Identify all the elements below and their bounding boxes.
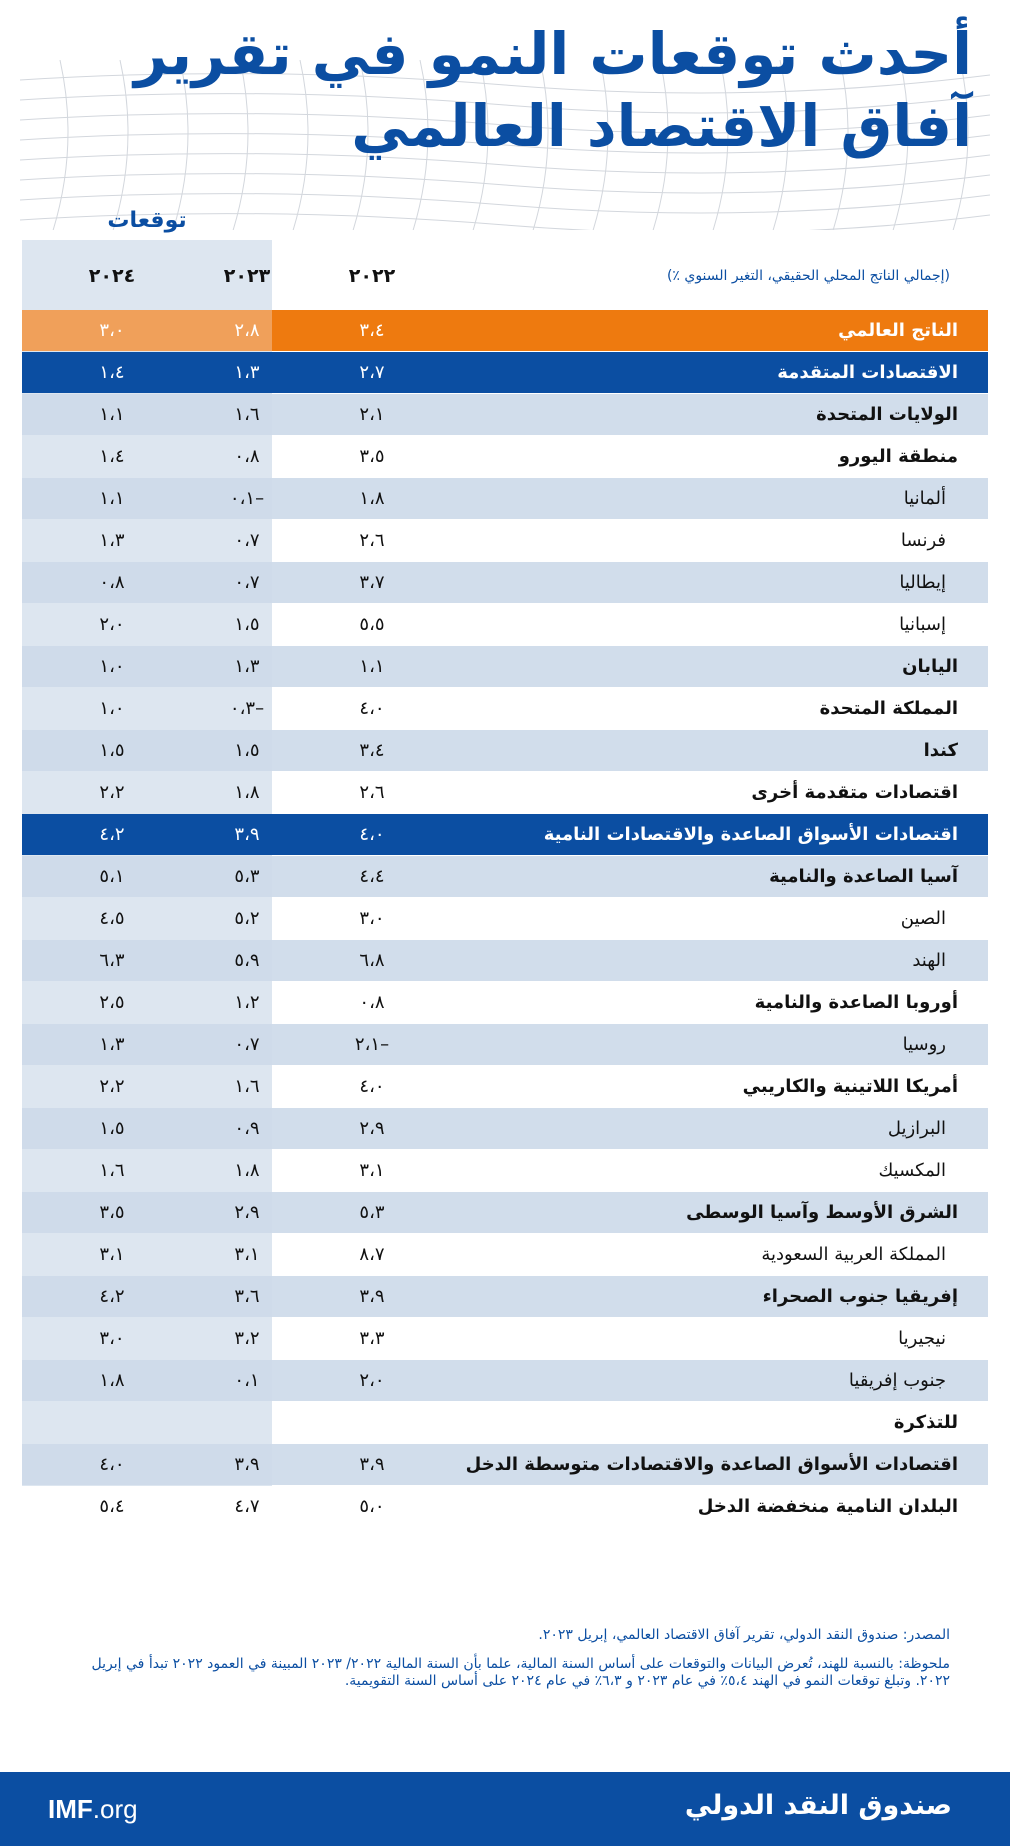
value-2022: ٤،٠ xyxy=(359,698,385,719)
value-2024: ١،١ xyxy=(99,404,125,425)
value-2022: ٠،٨ xyxy=(359,992,385,1013)
table-row xyxy=(22,394,988,435)
table-row xyxy=(22,1276,988,1317)
title-line-1: أحدث توقعات النمو في تقرير xyxy=(134,20,972,88)
row-label: ألمانيا xyxy=(903,488,946,509)
unit-note: (إجمالي الناتج المحلي الحقيقي، التغير السنوي ٪) xyxy=(666,268,950,284)
column-header-2023: ٢٠٢٣ xyxy=(223,265,271,287)
value-2023: ٣،٩ xyxy=(234,1454,260,1475)
column-header-2022: ٢٠٢٢ xyxy=(348,265,396,287)
value-2023: ١،٨ xyxy=(234,1160,260,1181)
table-row xyxy=(22,898,988,939)
table-row xyxy=(22,856,988,897)
row-label: اقتصادات متقدمة أخرى xyxy=(751,782,958,803)
value-2023: ٢،٩ xyxy=(234,1202,260,1223)
row-label: جنوب إفريقيا xyxy=(848,1370,946,1391)
imf-domain: .org xyxy=(92,1794,138,1824)
value-2024: ١،٨ xyxy=(99,1370,125,1391)
value-2023: ٠،٧ xyxy=(234,530,260,551)
value-2023: ٥،٢ xyxy=(234,908,260,929)
table-row xyxy=(22,604,988,645)
value-2023: ١،٦ xyxy=(234,1076,260,1097)
value-2022: ٣،٤ xyxy=(359,320,385,341)
value-2023: ٠،٧ xyxy=(234,572,260,593)
row-label: إيطاليا xyxy=(899,572,946,593)
value-2024: ٢،٢ xyxy=(99,1076,125,1097)
table-row xyxy=(22,772,988,813)
table-row xyxy=(22,1444,988,1485)
table-row xyxy=(22,310,988,351)
row-label: آسيا الصاعدة والنامية xyxy=(769,866,958,887)
value-2022: ٢،٦ xyxy=(359,530,385,551)
value-2022 xyxy=(322,1402,422,1443)
row-label: البرازيل xyxy=(887,1118,946,1139)
value-2023: ١،٥ xyxy=(234,614,260,635)
source-note: المصدر: صندوق النقد الدولي، تقرير آفاق الاقتصاد العالمي، إبريل ٢٠٢٣. xyxy=(538,1627,950,1643)
row-label: للتذكرة xyxy=(893,1412,958,1433)
value-2022: ٤،٤ xyxy=(359,866,385,887)
table-row xyxy=(22,1402,988,1443)
footer xyxy=(0,1772,1010,1846)
table-row xyxy=(22,1192,988,1233)
value-2023: ٣،٩ xyxy=(234,824,260,845)
row-label: منطقة اليورو xyxy=(838,446,958,467)
table-row xyxy=(22,814,988,855)
table-row xyxy=(22,1486,988,1527)
value-2024 xyxy=(62,1402,162,1443)
value-2022: ٥،٣ xyxy=(359,1202,385,1223)
row-label: الناتج العالمي xyxy=(838,320,958,341)
row-label: اقتصادات الأسواق الصاعدة والاقتصادات متوسطة الدخل xyxy=(465,1454,958,1475)
value-2022: ٣،٩ xyxy=(359,1286,385,1307)
row-label: المملكة المتحدة xyxy=(819,698,958,719)
value-2024: ٣،٠ xyxy=(99,1328,125,1349)
value-2024: ٢،٢ xyxy=(99,782,125,803)
value-2023: ١،٣ xyxy=(234,656,260,677)
value-2024: ١،١ xyxy=(99,488,125,509)
value-2024: ٠،٨ xyxy=(99,572,125,593)
value-2023: ٠،٩ xyxy=(234,1118,260,1139)
value-2023: ٣،١ xyxy=(234,1244,260,1265)
row-label: نيجيريا xyxy=(898,1328,946,1349)
row-label: البلدان النامية منخفضة الدخل xyxy=(697,1496,958,1517)
row-label: الولايات المتحدة xyxy=(816,404,958,425)
row-label: الصين xyxy=(900,908,946,929)
value-2022: –٢،١ xyxy=(354,1034,390,1055)
row-label: إسبانيا xyxy=(899,614,946,635)
footnote: ملحوظة: بالنسبة للهند، تُعرض البيانات والتوقعات على أساس السنة المالية، علما بأن السنة المالية ٢٠٢٢/ ٢٠٢٣ المبينة في العمود ٢٠٢٢ تبدأ في إبريل ٢٠٢٢. وتبلغ توقعات النمو في الهند ٥،٤٪ في عام ٢٠٢٣ و ٦،٣٪ في عام ٢٠٢٤ على أساس السنة التقويمية. xyxy=(91,1656,950,1689)
value-2024: ١،٣ xyxy=(99,1034,125,1055)
value-2023: ٤،٧ xyxy=(234,1496,260,1517)
value-2024: ٣،٠ xyxy=(99,320,125,341)
value-2024: ٥،٤ xyxy=(99,1496,125,1517)
value-2023: ١،٨ xyxy=(234,782,260,803)
value-2024: ٦،٣ xyxy=(99,950,125,971)
value-2022: ٢،١ xyxy=(359,404,385,425)
value-2023: ٥،٩ xyxy=(234,950,260,971)
value-2024: ١،٥ xyxy=(99,1118,125,1139)
header xyxy=(0,0,1010,230)
row-label: اقتصادات الأسواق الصاعدة والاقتصادات النامية xyxy=(543,824,958,845)
value-2023: ٢،٨ xyxy=(234,320,260,341)
value-2024: ٣،١ xyxy=(99,1244,125,1265)
row-label: المملكة العربية السعودية xyxy=(761,1244,946,1265)
table-row xyxy=(22,1318,988,1359)
imf-logo-text: IMF xyxy=(48,1794,93,1824)
table-row xyxy=(22,688,988,729)
value-2024: ١،٠ xyxy=(99,656,125,677)
value-2024: ٤،٢ xyxy=(99,1286,125,1307)
value-2024: ٤،٥ xyxy=(99,908,125,929)
value-2023: –٠،٣ xyxy=(229,698,265,719)
growth-table xyxy=(22,310,988,1528)
value-2024: ١،٥ xyxy=(99,740,125,761)
row-label: كندا xyxy=(923,740,958,761)
value-2024: ٤،٢ xyxy=(99,824,125,845)
value-2022: ٦،٨ xyxy=(359,950,385,971)
table-row xyxy=(22,352,988,393)
value-2024: ١،٤ xyxy=(99,362,125,383)
value-2024: ١،٦ xyxy=(99,1160,125,1181)
value-2022: ٢،٠ xyxy=(359,1370,385,1391)
value-2023: ١،٥ xyxy=(234,740,260,761)
value-2022: ٥،٥ xyxy=(359,614,385,635)
value-2022: ١،٨ xyxy=(359,488,385,509)
value-2022: ٣،٣ xyxy=(359,1328,385,1349)
value-2022: ٢،٧ xyxy=(359,362,385,383)
value-2022: ٣،٤ xyxy=(359,740,385,761)
table-row xyxy=(22,478,988,519)
value-2024: ٢،٠ xyxy=(99,614,125,635)
value-2022: ٢،٦ xyxy=(359,782,385,803)
table-row xyxy=(22,1024,988,1065)
table-row xyxy=(22,562,988,603)
table-row xyxy=(22,982,988,1023)
value-2023: ٠،٨ xyxy=(234,446,260,467)
row-label: المكسيك xyxy=(878,1160,946,1181)
row-label: الشرق الأوسط وآسيا الوسطى xyxy=(686,1202,958,1223)
table-row xyxy=(22,730,988,771)
value-2024: ١،٤ xyxy=(99,446,125,467)
value-2022: ١،١ xyxy=(359,656,385,677)
value-2022: ٤،٠ xyxy=(359,824,385,845)
value-2023: ٠،٧ xyxy=(234,1034,260,1055)
value-2023: ٣،٦ xyxy=(234,1286,260,1307)
value-2024: ١،٠ xyxy=(99,698,125,719)
table-row xyxy=(22,1360,988,1401)
row-label: الهند xyxy=(912,950,946,971)
value-2022: ٨،٧ xyxy=(359,1244,385,1265)
notes xyxy=(70,1627,950,1702)
value-2023: ١،٢ xyxy=(234,992,260,1013)
table-row xyxy=(22,436,988,477)
value-2024: ٣،٥ xyxy=(99,1202,125,1223)
value-2022: ٣،٧ xyxy=(359,572,385,593)
row-label: الاقتصادات المتقدمة xyxy=(777,362,958,383)
row-label: أوروبا الصاعدة والنامية xyxy=(754,992,958,1013)
value-2022: ٣،٩ xyxy=(359,1454,385,1475)
value-2023: –٠،١ xyxy=(229,488,265,509)
row-label: اليابان xyxy=(902,656,958,677)
value-2022: ٤،٠ xyxy=(359,1076,385,1097)
forecast-label: توقعات xyxy=(107,208,187,233)
title-line-2: آفاق الاقتصاد العالمي xyxy=(351,92,972,160)
table-row xyxy=(22,1150,988,1191)
table-row xyxy=(22,646,988,687)
column-header-2024: ٢٠٢٤ xyxy=(88,265,136,287)
imf-arabic-name: صندوق النقد الدولي xyxy=(684,1790,952,1821)
value-2023: ٣،٢ xyxy=(234,1328,260,1349)
imf-link[interactable] xyxy=(48,1794,138,1825)
value-2024: ٢،٥ xyxy=(99,992,125,1013)
table-row xyxy=(22,1234,988,1275)
value-2023: ١،٦ xyxy=(234,404,260,425)
table-row xyxy=(22,1108,988,1149)
table-row xyxy=(22,1066,988,1107)
value-2022: ٣،٥ xyxy=(359,446,385,467)
value-2024: ١،٣ xyxy=(99,530,125,551)
value-2022: ٢،٩ xyxy=(359,1118,385,1139)
row-label: أمريكا اللاتينية والكاريبي xyxy=(742,1076,958,1097)
value-2022: ٣،٠ xyxy=(359,908,385,929)
value-2022: ٥،٠ xyxy=(359,1496,385,1517)
value-2022: ٣،١ xyxy=(359,1160,385,1181)
table-row xyxy=(22,520,988,561)
row-label: روسيا xyxy=(902,1034,946,1055)
value-2023 xyxy=(197,1402,297,1443)
value-2024: ٤،٠ xyxy=(99,1454,125,1475)
value-2023: ٠،١ xyxy=(234,1370,260,1391)
page-title xyxy=(32,18,972,162)
row-label: إفريقيا جنوب الصحراء xyxy=(762,1286,958,1307)
value-2023: ١،٣ xyxy=(234,362,260,383)
row-label: فرنسا xyxy=(900,530,946,551)
table-row xyxy=(22,940,988,981)
value-2023: ٥،٣ xyxy=(234,866,260,887)
value-2024: ٥،١ xyxy=(99,866,125,887)
